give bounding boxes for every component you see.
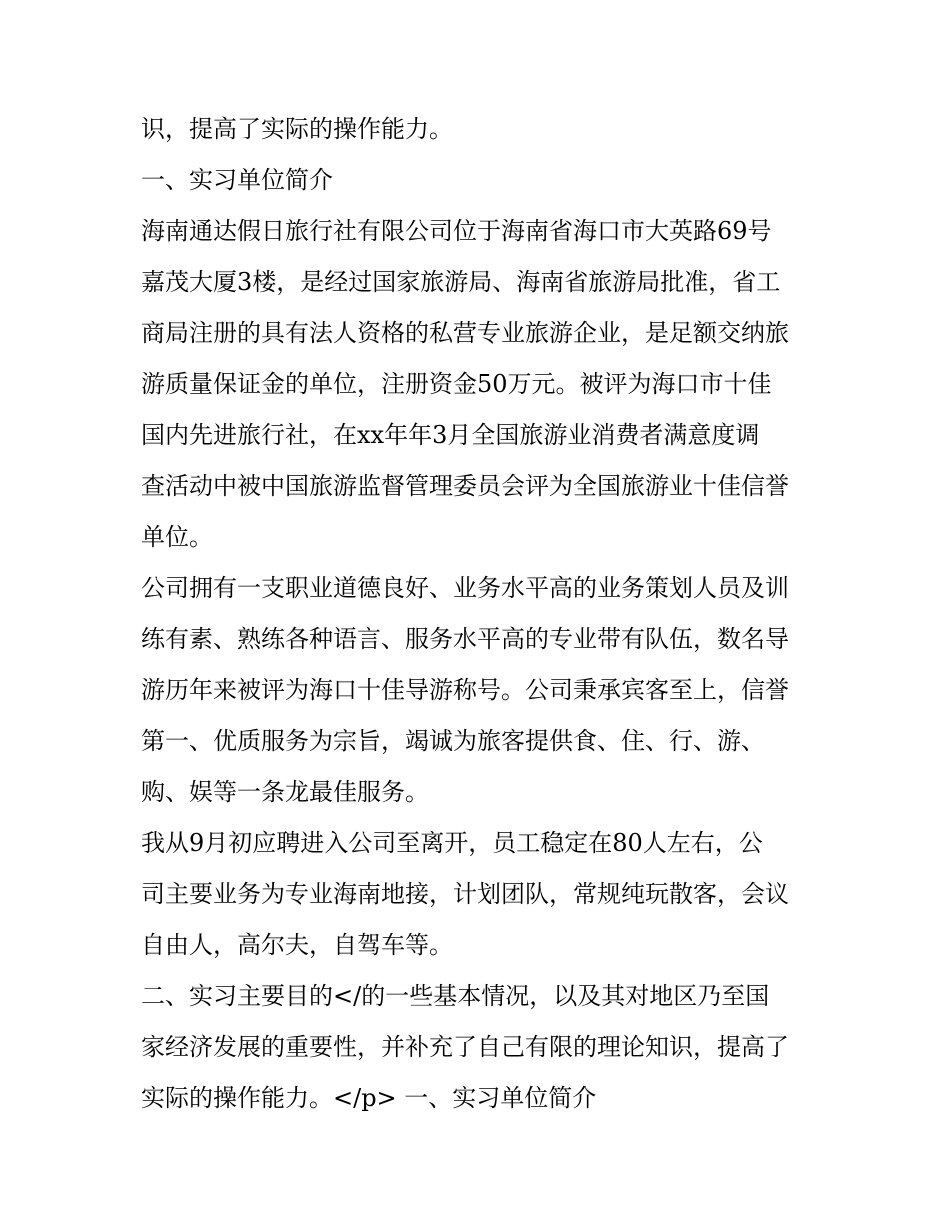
text-line: 游历年来被评为海口十佳导游称号。公司秉承宾客至上，信誉: [141, 676, 789, 704]
text-line: 公司拥有一支职业道德良好、业务水平高的业务策划人员及训: [141, 574, 789, 602]
text-line: 海南通达假日旅行社有限公司位于海南省海口市大英路69号: [141, 217, 772, 245]
text-line: 国内先进旅行社，在xx年年3月全国旅游业消费者满意度调: [141, 421, 760, 449]
text-line: 单位。: [141, 523, 213, 551]
text-line: 自由人，高尔夫，自驾车等。: [141, 931, 453, 959]
text-line: 商局注册的具有法人资格的私营专业旅游企业，是足额交纳旅: [141, 319, 789, 347]
section-heading: 二、实习主要目的</的一些基本情况，以及其对地区乃至国: [141, 982, 770, 1010]
text-line: 第一、优质服务为宗旨，竭诚为旅客提供食、住、行、游、: [141, 727, 765, 755]
text-line: 购、娱等一条龙最佳服务。: [141, 778, 429, 806]
text-line: 家经济发展的重要性，并补充了自己有限的理论知识，提高了: [141, 1033, 789, 1061]
text-line: 实际的操作能力。</p> 一、实习单位简介: [141, 1084, 597, 1112]
text-line: 练有素、熟练各种语言、服务水平高的专业带有队伍，数名导: [141, 625, 789, 653]
text-line: 查活动中被中国旅游监督管理委员会评为全国旅游业十佳信誉: [141, 472, 789, 500]
text-line: 游质量保证金的单位，注册资金50万元。被评为海口市十佳: [141, 370, 772, 398]
text-line: 识，提高了实际的操作能力。: [141, 115, 453, 143]
text-line: 嘉茂大厦3楼，是经过国家旅游局、海南省旅游局批准，省工: [141, 268, 781, 296]
text-line: 司主要业务为专业海南地接，计划团队，常规纯玩散客，会议: [141, 880, 789, 908]
section-heading: 一、实习单位简介: [141, 166, 333, 194]
text-line: 我从9月初应聘进入公司至离开，员工稳定在80人左右，公: [141, 829, 763, 857]
